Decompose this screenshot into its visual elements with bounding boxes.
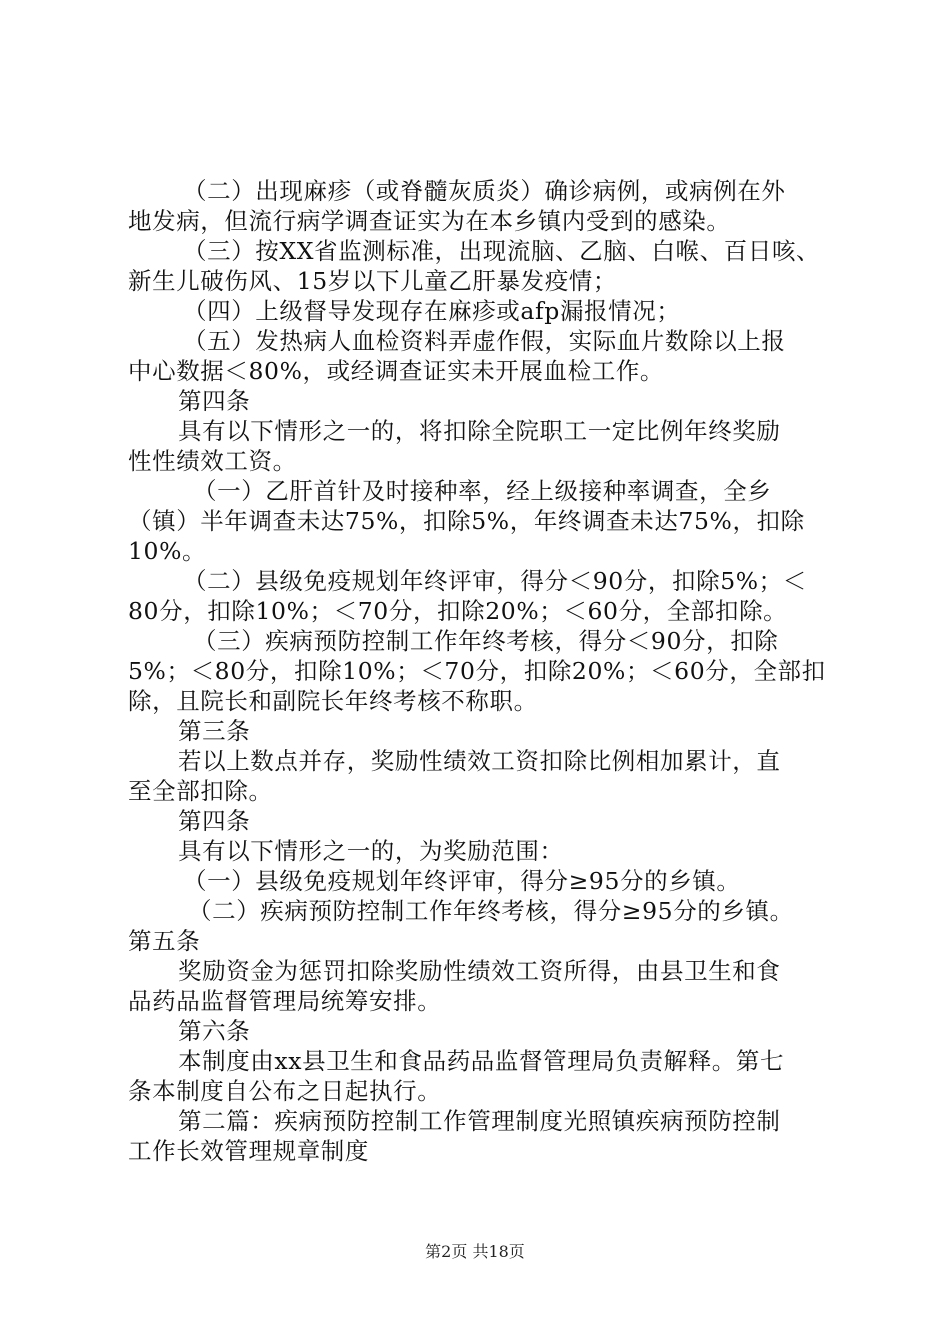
text-line: 性性绩效工资。 bbox=[128, 447, 297, 475]
text-line: 若以上数点并存，奖励性绩效工资扣除比例相加累计，直 bbox=[178, 747, 781, 775]
page-footer: 第2页 共18页 bbox=[425, 1242, 525, 1261]
text-line: 本制度由xx县卫生和食品药品监督管理局负责解释。第七 bbox=[178, 1047, 785, 1075]
text-line: （三）按XX省监测标准，出现流脑、乙脑、白喉、百日咳、 bbox=[183, 237, 821, 265]
text-line: （二）疾病预防控制工作年终考核，得分≥95分的乡镇。 bbox=[188, 897, 794, 925]
text-line: 地发病，但流行病学调查证实为在本乡镇内受到的感染。 bbox=[128, 207, 731, 235]
text-line: （一）乙肝首针及时接种率，经上级接种率调查，全乡 bbox=[193, 477, 772, 505]
text-line: 80分，扣除10%；＜70分，扣除20%；＜60分，全部扣除。 bbox=[128, 597, 788, 625]
text-line: 具有以下情形之一的，将扣除全院职工一定比例年终奖励 bbox=[178, 417, 781, 445]
text-line: 第二篇：疾病预防控制工作管理制度光照镇疾病预防控制 bbox=[178, 1107, 781, 1135]
section-heading: 第五条 bbox=[128, 927, 201, 955]
section-heading: 第三条 bbox=[178, 717, 251, 745]
text-line: 至全部扣除。 bbox=[128, 777, 273, 805]
text-line: 奖励资金为惩罚扣除奖励性绩效工资所得，由县卫生和食 bbox=[178, 957, 781, 985]
text-line: （一）县级免疫规划年终评审，得分≥95分的乡镇。 bbox=[183, 867, 741, 895]
text-line: 中心数据＜80%，或经调查证实未开展血检工作。 bbox=[128, 357, 665, 385]
text-line: （二）县级免疫规划年终评审，得分＜90分，扣除5%；＜ bbox=[183, 567, 807, 595]
text-line: 品药品监督管理局统筹安排。 bbox=[128, 987, 442, 1015]
text-line: 具有以下情形之一的，为奖励范围： bbox=[178, 837, 564, 865]
text-line: （五）发热病人血检资料弄虚作假，实际血片数除以上报 bbox=[183, 327, 786, 355]
text-line: 10%。 bbox=[128, 537, 207, 565]
text-line: （三）疾病预防控制工作年终考核，得分＜90分，扣除 bbox=[193, 627, 779, 655]
text-line: （镇）半年调查未达75%，扣除5%，年终调查未达75%，扣除 bbox=[128, 507, 805, 535]
text-line: 条本制度自公布之日起执行。 bbox=[128, 1077, 442, 1105]
text-line: （四）上级督导发现存在麻疹或afp漏报情况； bbox=[183, 297, 681, 325]
section-heading: 第四条 bbox=[178, 387, 251, 415]
text-line: （二）出现麻疹（或脊髓灰质炎）确诊病例，或病例在外 bbox=[183, 177, 786, 205]
section-heading: 第四条 bbox=[178, 807, 251, 835]
section-heading: 第六条 bbox=[178, 1017, 251, 1045]
text-line: 除，且院长和副院长年终考核不称职。 bbox=[128, 687, 538, 715]
text-line: 工作长效管理规章制度 bbox=[128, 1137, 369, 1165]
text-line: 5%；＜80分，扣除10%；＜70分，扣除20%；＜60分，全部扣 bbox=[128, 657, 826, 685]
text-line: 新生儿破伤风、15岁以下儿童乙肝暴发疫情； bbox=[128, 267, 618, 295]
